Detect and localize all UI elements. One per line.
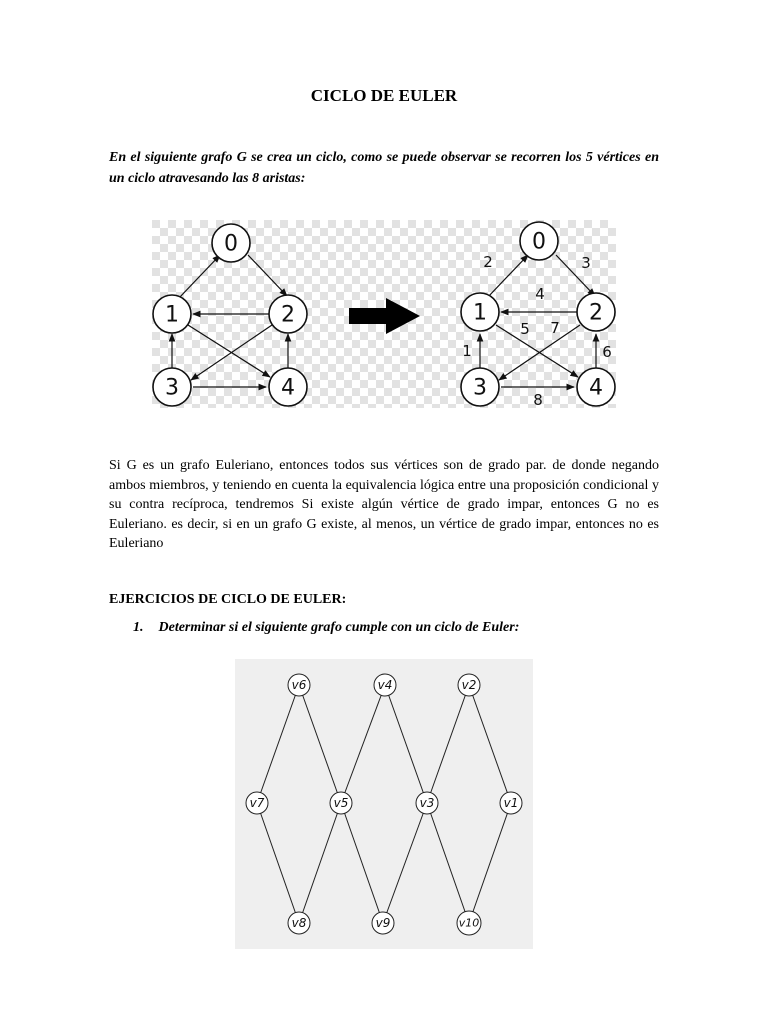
edge-order-label: 8 bbox=[533, 391, 543, 408]
left-node-label: 1 bbox=[165, 302, 179, 328]
exercise-graph-figure bbox=[235, 659, 533, 949]
section-heading: EJERCICIOS DE CICLO DE EULER: bbox=[109, 592, 347, 607]
edge-order-label: 1 bbox=[462, 342, 472, 360]
exercise-item bbox=[133, 620, 519, 636]
node-label: v8 bbox=[291, 916, 307, 930]
euler-cycle-figure bbox=[152, 220, 616, 408]
exercise-text: Determinar si el siguiente grafo cumple con un ciclo de Euler: bbox=[158, 620, 520, 635]
node-label: v9 bbox=[375, 916, 391, 930]
intro-paragraph: En el siguiente grafo G se crea un ciclo, como se puede observar se recorren los 5 vértices en un ciclo atravesando las 8 aristas: bbox=[109, 150, 659, 186]
right-node-label: 0 bbox=[532, 229, 546, 255]
right-node-label: 4 bbox=[589, 375, 603, 401]
left-node-label: 4 bbox=[281, 375, 295, 401]
node-label: v3 bbox=[419, 796, 435, 810]
node-label: v2 bbox=[461, 678, 477, 692]
node-label: v7 bbox=[249, 796, 265, 810]
edge-order-label: 3 bbox=[581, 254, 591, 272]
edge-order-label: 7 bbox=[550, 319, 560, 337]
left-node-label: 0 bbox=[224, 231, 238, 257]
right-node-label: 2 bbox=[589, 300, 603, 326]
left-node-label: 3 bbox=[165, 375, 179, 401]
edge-order-label: 5 bbox=[520, 320, 530, 338]
node-label: v5 bbox=[333, 796, 349, 810]
exercise-number: 1. bbox=[133, 620, 144, 635]
node-label: v6 bbox=[291, 678, 307, 692]
node-label: v1 bbox=[503, 796, 519, 810]
left-node-label: 2 bbox=[281, 302, 295, 328]
edge-order-label: 6 bbox=[602, 343, 612, 361]
page-title: CICLO DE EULER bbox=[310, 86, 458, 105]
edge-order-label: 2 bbox=[483, 253, 493, 271]
graph-background bbox=[235, 659, 533, 949]
right-node-label: 3 bbox=[473, 375, 487, 401]
node-label: v4 bbox=[377, 678, 393, 692]
right-node-label: 1 bbox=[473, 300, 487, 326]
edge-order-label: 4 bbox=[535, 285, 545, 303]
node-label: v10 bbox=[458, 916, 480, 930]
body-paragraph: Si G es un grafo Euleriano, entonces todos sus vértices son de grado par. de donde negando ambos miembros, y teniendo en cuenta la equivalencia lógica entre una proposición condicional y su contra recíproca, tendremos Si existe algún vértice de grado impar, entonces G no es Euleriano. es decir, si en un grafo G existe, al menos, un vértice de grado impar, entonces no es Euleriano bbox=[109, 458, 659, 551]
